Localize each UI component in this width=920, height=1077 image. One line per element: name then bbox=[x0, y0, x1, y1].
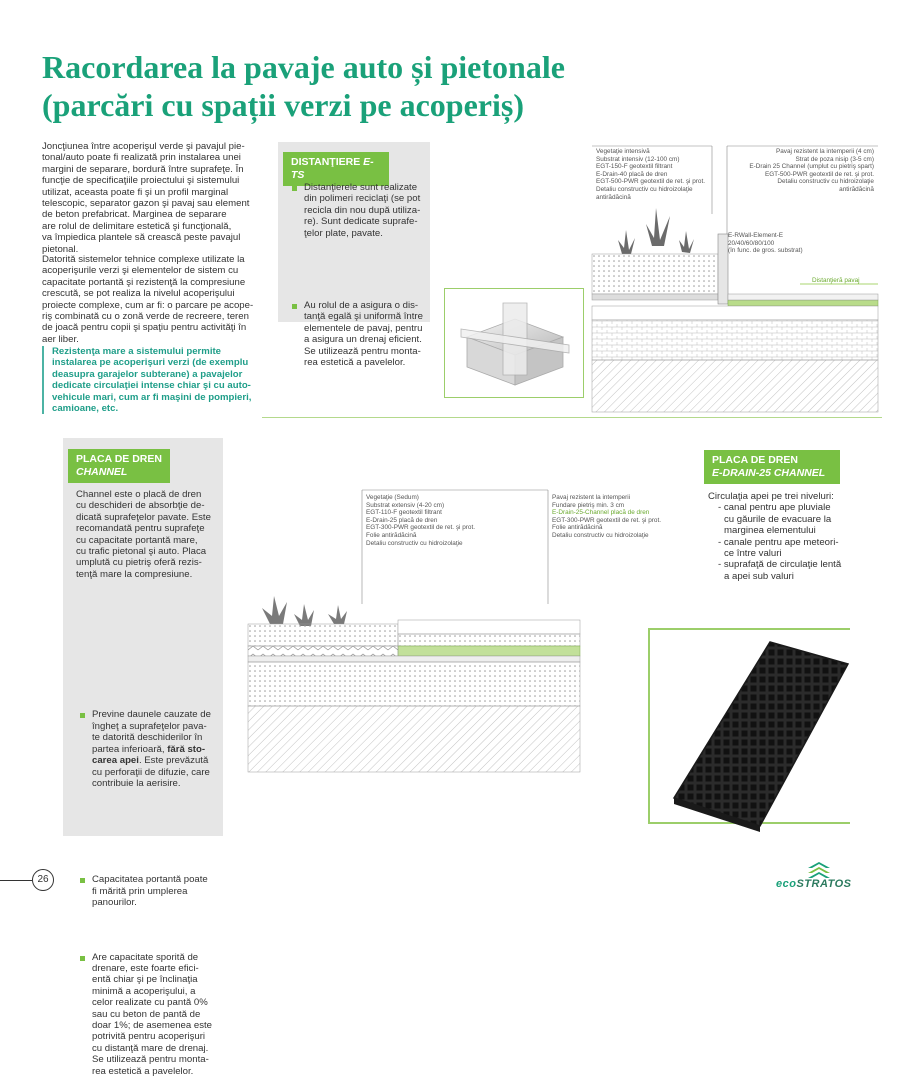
edrain-image-frame bbox=[648, 628, 850, 824]
ecostratos-logo bbox=[770, 862, 880, 894]
intro-paragraph-1: Joncţiunea între acoperişul verde şi pavajul pie- tonal/auto poate fi realizată prin instalarea unei margini de separare, bordură între suprafeţe. În funcţie de specificaţiile proiectului şi sistemului utilizat, aceasta poate fi şi un profil marginal telescopic, separator gazon şi pavaj sau element de beton prefabricat. Marginea de separare are rolul de delimitare estetică şi funcţională, va împiedica plantele să crească peste pavajul pietonal. bbox=[42, 141, 250, 255]
section2-diagram bbox=[248, 484, 662, 774]
highlight-callout: Rezistenţa mare a sistemului permite instalarea pe acoperişuri verzi (de exemplu deasupra garajelor subterane) a pavajelor dedicate circulaţiei intense chiar şi cu auto- vehicule mari, cum ar fi maşini de pompieri, camioane, etc. bbox=[42, 346, 262, 414]
channel-tab: PLACA DE DREN CHANNEL bbox=[68, 449, 170, 483]
title-line-2: (parcări cu spații verzi pe acoperiș) bbox=[42, 87, 524, 123]
spacer-image-frame bbox=[444, 288, 584, 398]
spacer-cross-image bbox=[445, 289, 583, 397]
section1-diagram bbox=[592, 144, 878, 414]
channel-bullet-2: Capacitatea portantă poate fi mărită prin umplerea panourilor. bbox=[78, 874, 218, 908]
logo-mark-icon bbox=[804, 862, 834, 878]
edrain-tab: PLACA DE DREN E-DRAIN-25 CHANNEL bbox=[704, 450, 840, 484]
title-line-1: Racordarea la pavaje auto și pietonale bbox=[42, 49, 565, 85]
section1-right-labels: Pavaj rezistent la intemperii (4 cm) Strat de poza nisip (3-5 cm) E-Drain 25 Channel (umplut cu pietriş spart) EGT-500-PWR geotextil de ret. şi prot. Detaliu constructiv cu hidroizolaţie antirădăcină bbox=[749, 148, 874, 193]
section-divider bbox=[262, 417, 882, 418]
channel-bullet-3: Are capacitate sporită de drenare, este foarte efici- entă chiar şi pe înclinaţia minimă a acoperişului, a celor realizate cu pantă 0% sau cu beton de pantă de doar 1%; de asemenea este potrivită pentru acoperişuri cu distanţă mare de drenaj. Se utilizează pentru monta- rea estetică a pavelelor. bbox=[78, 952, 218, 1077]
logo-text: ecoSTRATOS bbox=[776, 878, 852, 890]
page-title bbox=[42, 48, 662, 124]
distantiere-tab: DISTANŢIERE E-TS bbox=[283, 152, 389, 186]
section1-spacer-label: Distanţieră pavaj bbox=[812, 277, 860, 284]
section2-right-labels: Pavaj rezistent la intemperii Fundare pietriş min. 3 cm E-Drain-25-Channel placă de dren EGT-300-PWR geotextil de ret. şi prot. Folie antirădăcină Detaliu constructiv cu hidroizolaţie bbox=[552, 494, 662, 539]
section2-left-labels: Vegetaţie (Sedum) Substrat extensiv (4-20 cm) EGT-110-F geotextil filtrant E-Drain-25 placă de dren EGT-300-PWR geotextil de ret. şi prot. Folie antirădăcină Detaliu constructiv cu hidroizolaţie bbox=[366, 494, 476, 547]
page-number: 26 bbox=[32, 869, 54, 891]
page-number-line bbox=[0, 880, 32, 881]
distantiere-bullet-2: Au rolul de a asigura o dis- tanţă egală şi uniformă între elementele de pavaj, pentru a asigura un drenaj eficient. Se utilizează pentru monta- rea estetică a pavelelor. bbox=[290, 300, 430, 368]
distantiere-bullet-1: Distanţierele sunt realizate din polimeri reciclaţi (se pot recicla din nou după utiliza- re). Sunt dedicate suprafe- ţelor plate, pavate. bbox=[290, 182, 430, 239]
intro-paragraph-2: Datorită sistemelor tehnice complexe utilizate la acoperişurile verzi şi elementelor de sistem cu capacitate portantă şi rezistenţă la compresiune crescută, se pot realiza la nivelul acoperişului proiecte complexe, cum ar fi: o parcare pe acope- riş combinată cu o zonă verde de recreere, teren de joacă pentru copii şi spaţiu pentru activităţi în aer liber. bbox=[42, 254, 254, 345]
edrain-panel-image bbox=[650, 630, 880, 830]
section1-wall-label: E-RWall-Element-E 20/40/60/80/100 (în func. de gros. substrat) bbox=[728, 232, 803, 255]
channel-bullet-1: Previne daunele cauzate de îngheţ a suprafeţelor pava- te datorită deschiderilor în partea inferioară, fără sto- carea apei. Este prevăzută cu perforaţii de difuzie, care contribuie la aerisire. bbox=[78, 709, 218, 789]
edrain-description: Circulaţia apei pe trei niveluri: - canal pentru ape pluviale cu găurile de evacuare la marginea elementului - canale pentru ape meteori- ce între valuri - suprafaţă de circulaţie lentă a apei sub valuri bbox=[708, 491, 842, 582]
section1-left-labels: Vegetaţie intensivă Substrat intensiv (12-100 cm) EGT-150-F geotextil filtrant E-Drain-40 placă de dren EGT-500-PWR geotextil de ret. şi prot. Detaliu constructiv cu hidroizolaţie antirădăcină bbox=[596, 148, 706, 201]
channel-paragraph: Channel este o placă de dren cu deschideri de absorbţie de- dicată suprafeţelor pavate. Este recomandată pentru suprafeţe cu capacitate portantă mare, cu trafic pietonal şi auto. Placa umplută cu pietriş oferă rezis- tenţă mare la compresiune. bbox=[76, 489, 211, 580]
